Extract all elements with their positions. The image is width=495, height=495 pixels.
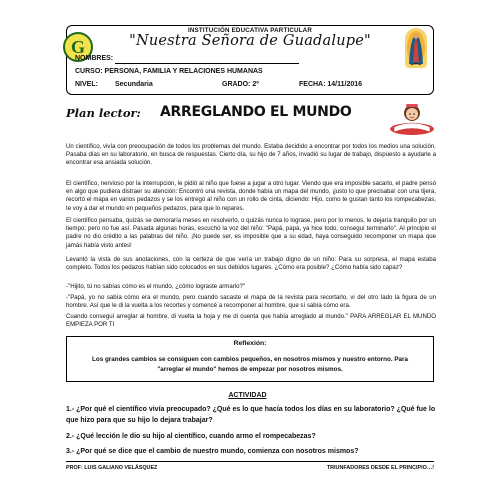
school-name: "Nuestra Señora de Guadalupe" — [129, 33, 371, 49]
institution-label: INSTITUCIÓN EDUCATIVA PARTICULAR — [187, 27, 313, 34]
plan-lector-label: Plan lector: — [66, 106, 141, 120]
paragraph-6: -"Papá, yo no sabía cómo era el mundo, pero cuando sacaste el mapa de la revista para recortarlo, vi del otro lado la figura de un hombre. Así que le di la vuelta a los recortes y comencé a recomponer al hombre, que sí sabía cómo era. — [66, 294, 436, 310]
nombres-line — [115, 63, 299, 64]
footer-teacher: PROF: LUIS GALIANO VELÁSQUEZ — [66, 465, 158, 471]
header-box — [66, 25, 434, 95]
question-3: 3.- ¿Por qué se dice que el cambio de nuestro mundo, comienza con nosotros mismos? — [66, 448, 359, 455]
question-2: 2.- ¿Qué lección le dio su hijo al científico, cuando armo el rompecabezas? — [66, 433, 316, 440]
paragraph-2: El científico, nervioso por la interrupción, le pidió al niño que fuese a jugar a otro lugar. Viendo que era imposible sacarlo, el padre pensó en algo que pudiera distraer su atención: Encontró una revista, donde había un mapa del mundo, ¡justo lo que precisaba! con una tijera, recortó el mapa en varios pedazos y se los entregó al niño con un rollo de cinta, diciendo: Hijo, como te gustan tanto los rompecabezas, te voy a dar el mundo en pequeños pedazos, para que lo repares. — [66, 180, 436, 212]
curso-label: CURSO: PERSONA, FAMILIA Y RELACIONES HUMANAS — [75, 68, 263, 75]
reflexion-title: Reflexión: — [233, 340, 267, 347]
paragraph-5: -"Hijito, tú no sabías cómo es el mundo, ¿cómo lograste armarlo?" — [66, 283, 246, 290]
activity-title: ACTIVIDAD — [228, 392, 267, 399]
logo-letter: G — [70, 36, 85, 57]
footer — [66, 461, 434, 474]
nivel-label: NIVEL: — [75, 81, 98, 88]
paragraph-7: Cuando conseguí arreglar al hombre, di vuelta la hoja y me di cuenta que había arreglado al mundo." PARA ARREGLAR EL MUNDO EMPIEZA POR TI — [66, 313, 436, 329]
paragraph-3: El científico pensaba, quizás se demoraría meses en resolverlo, o quizás nunca lo lograse, pero por lo menos, le dejaría tranquilo por un tiempo; pero no fue así. Pasada algunas horas, escuchó la voz del niño: "Papá, papá, ya hice todo, conseguí terminarlo". Al principio el padre no dio crédito a las palabras del niño. ¡No puede ser, es imposible que a su edad, haya conseguido recomponer un mapa que jamás había visto antes! — [66, 217, 436, 249]
fecha-label: FECHA: 14/11/2016 — [299, 81, 363, 88]
paragraph-1: Un científico, vivía con preocupación de todos los problemas del mundo. Estaba decidido a encontrar por todos los medios una solución. Pasaba días en su laboratorio, en busca de respuestas. Cierto día, su hijo de 7 años, invadió su lugar de trabajo, dispuesto a ayudarle a encontrar esa ansiada solución. — [66, 143, 436, 167]
reflexion-text: Los grandes cambios se consiguen con cambios pequeños, en nosotros mismos y nuestro entorno. Para "arreglar el mundo" hemos de empezar por nosotros mismos. — [92, 356, 408, 373]
reflexion-box — [66, 336, 434, 382]
nivel-value: Secundaria — [115, 81, 153, 88]
paragraph-4: Levantó la vista de sus anotaciones, con la certeza de que vería un trabajo digno de un niño: Para su sorpresa, el mapa estaba completo. Todos los pedazos habían sido colocados en sus debidos lugares. ¿Cómo era posible? ¿Cómo había sido capaz? — [66, 256, 436, 272]
reading-title: ARREGLANDO EL MUNDO — [160, 104, 352, 120]
nombres-label: NOMBRES: — [75, 55, 114, 62]
grado-label: GRADO: 2º — [222, 81, 259, 88]
question-1: 1.- ¿Por qué el científico vivía preocupado? ¿Qué es lo que hacía todos los días en su laboratorio? ¿Qué fue lo que hizo para que su hijo lo dejara trabajar? — [66, 406, 436, 424]
footer-motto: TRIUNFADORES DESDE EL PRINCIPIO…! — [326, 465, 434, 471]
virgin-image-icon — [405, 28, 427, 68]
reading-girl-icon — [386, 101, 438, 137]
